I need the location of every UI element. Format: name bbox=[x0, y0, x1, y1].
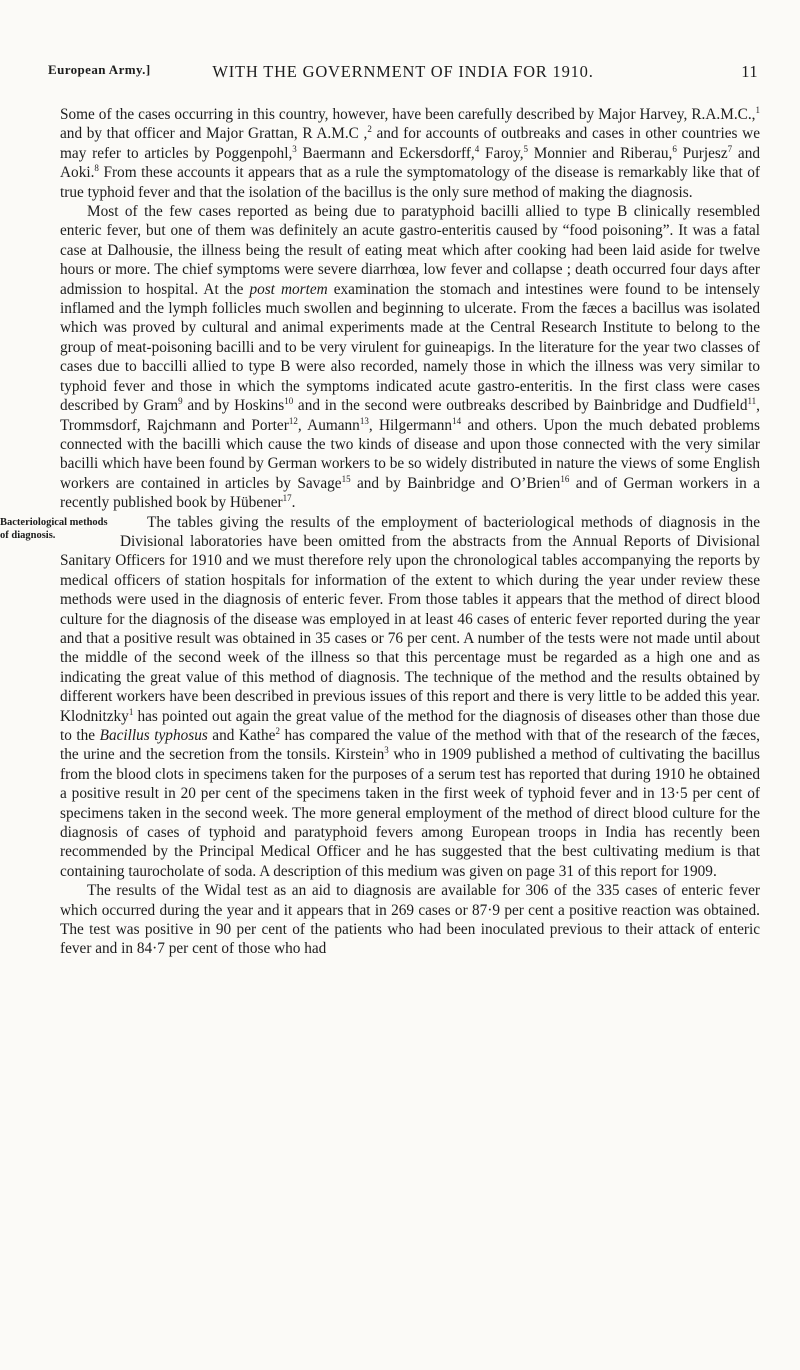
paragraph-4: The results of the Widal test as an aid to diagnosis are available for 306 of the 335 cases of enteric fever which occurred during the year and it appears that in 269 cases or 87·9 per cent a positive reaction was obtained. The test was positive in 90 per cent of the patients who had been inoculated previous to their attack of enteric fever and in 84·7 per cent of those who had bbox=[60, 882, 760, 958]
running-head-title: WITH THE GOVERNMENT OF INDIA FOR 1910. bbox=[212, 62, 594, 81]
margin-note: Bacteriological methods of diagnosis. bbox=[0, 516, 108, 541]
body-text bbox=[0, 104, 761, 959]
running-head-left: European Army.] bbox=[48, 62, 151, 77]
paragraph-3: Bacteriological methods of diagnosis. The tables giving the results of the employment of bacteriological methods of diagnosis in the Divisional laboratories have been omitted from the abstracts from the Annual Reports of Divisional Sanitary Officers for 1910 and we must therefore rely upon the chronological tables accompanying the reports by medical officers of station hospitals for information of the extent to which during the year under review these methods were used in the diagnosis of enteric fever. From those tables it appears that the method of direct blood culture for the diagnosis of the disease was employed in at least 46 cases of enteric fever reported during the year and that a positive result was obtained in 35 cases or 76 per cent. A number of the tests were not made until about the middle of the second week of the illness so that this percentage must be regarded as a high one and as indicating the great value of this method of diagnosis. The technique of the method and the results obtained by different workers have been described in previous issues of this report and there is very little to be added this year. Klodnitzky$^1$ has pointed out again the great value of the method for the diagnosis of diseases other than those due to the Bacillus typhosus and Kathe$^2$ has compared the value of the method with that of the research of the fæces, the urine and the secretion from the tonsils. Kirstein$^3$ who in 1909 published a method of cultivating the bacillus from the blood clots in specimens taken for the purposes of a serum test has reported that during 1910 he obtained a positive result in 20 per cent of the specimens taken in the first week of typhoid fever and in 13·5 per cent of specimens taken in the second week. The more general employment of the method of direct blood culture for the diagnosis of cases of typhoid and paratyphoid fevers among European troops in India has recently been recommended by the Principal Medical Officer and he has suggested that the best cultivating medium is that containing taurocholate of soda. A description of this medium was given on page 31 of this report for 1909. bbox=[0, 513, 760, 880]
paragraph-1: Some of the cases occurring in this country, however, have been carefully described by Major Harvey, R.A.M.C.,$^1$ and by that officer and Major Grattan, R A.M.C ,$^2$ and for accounts of outbreaks and cases in other countries we may refer to articles by Poggenpohl,$^3$ Baermann and Eckersdorff,$^4$ Faroy,$^5$ Monnier and Riberau,$^6$ Purjesz$^7$ and Aoki.$^8$ From these accounts it appears that as a rule the symptomatology of the disease is remarkably like that of true typhoid fever and that the isolation of the bacillus is the only sure method of making the diagnosis. bbox=[60, 104, 760, 201]
page-number: 11 bbox=[741, 62, 758, 81]
paragraph-2: Most of the few cases reported as being due to paratyphoid bacilli allied to type B clinically resembled enteric fever, but one of them was definitely an acute gastro-enteritis caused by “food poisoning”. It was a fatal case at Dalhousie, the illness being the result of eating meat which after cooking had been laid aside for twelve hours or more. The chief symptoms were severe diarrhœa, low fever and collapse ; death occurred four days after admission to hospital. At the post mortem examination the stomach and intestines were found to be intensely inflamed and the lymph follicles much swollen and beginning to ulcerate. From the fæces a bacillus was isolated which was proved by cultural and animal experiments made at the Central Research Institute to belong to the group of meat-poisoning bacilli and to be very virulent for guineapigs. In the literature for the year two classes of cases due to baccilli allied to type B were also recorded, namely those in which the illness was very similar to typhoid fever and those in which the symptoms indicated acute gastro-enteritis. In the first class were cases described by Gram$^9$ and by Hoskins$^{10}$ and in the second were outbreaks described by Bainbridge and Dudfield$^{11}$, Trommsdorf, Rajchmann and Porter$^{12}$, Aumann$^{13}$, Hilgermann$^{14}$ and others. Upon the much debated problems connected with the bacilli which cause the two kinds of disease and upon those connected with the very similar bacilli which have been found by German workers to be so widely distributed in nature the views of some English workers are contained in articles by Savage$^{15}$ and by Bainbridge and O’Brien$^{16}$ and of German workers in a recently published book by Hübener$^{17}$. bbox=[60, 203, 761, 512]
page-header bbox=[48, 62, 758, 86]
